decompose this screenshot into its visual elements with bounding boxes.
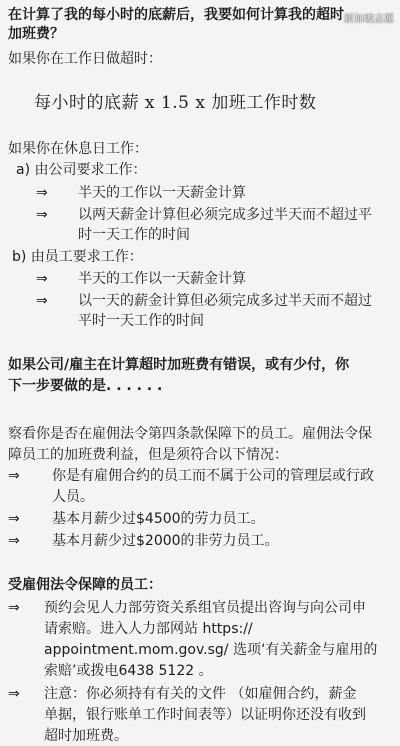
q2-item-2: 基本月薪少过$4500的劳力员工。 [52,511,265,527]
q3-heading: 受雇佣法令保障的员工： [8,577,162,593]
case-b-label: b) 由员工要求工作： [12,249,143,265]
watermark: 新加坡志愿 [344,14,394,25]
q1-heading-line-1: 在计算了我的每小时的底薪后，我要如何计算我的超时 [8,7,344,23]
q3-item-2-line-1: 注意：你必须持有有关的文件 （如雇佣合约，薪金 [44,686,357,702]
restday-intro: 如果你在休息日工作： [8,141,148,157]
q2-item-1-line-2: 人员。 [52,489,94,505]
arrow-icon: ⇒ [36,293,48,309]
case-b-item-1: 半天的工作以一天薪金计算 [78,271,246,287]
q3-item-1-line-2: 请索赔。进入人力部网站 https:// [44,621,253,637]
arrow-icon: ⇒ [8,533,20,549]
q2-paragraph-line-2: 障员工的加班费利益，但是须符合以下情况： [8,447,288,463]
q2-item-3: 基本月薪少过$2000的非劳力员工。 [52,533,279,549]
q3-item-1-line-3: appointment.mom.gov.sg/ 选项‘有关薪金与雇用的 [44,642,378,658]
arrow-icon: ⇒ [36,185,48,201]
arrow-icon: ⇒ [8,686,20,702]
q3-item-1-line-4: 索赔’或拨电6438 5122 。 [44,663,213,679]
arrow-icon: ⇒ [36,207,48,223]
case-a-label: a) 由公司要求工作： [16,162,147,178]
arrow-icon: ⇒ [36,271,48,287]
overtime-formula: 每小时的底薪 x 1.5 x 加班工作时数 [34,93,317,113]
q1-heading-line-2: 加班费？ [8,26,64,42]
q2-heading-line-1: 如果公司/雇主在计算超时加班费有错误，或有少付，你 [8,357,350,373]
q2-paragraph-line-1: 察看你是否在雇佣法令第四条款保障下的员工。雇佣法令保 [8,426,372,442]
weekday-intro: 如果你在工作日做超时： [8,51,162,67]
q3-item-2-line-2: 单据，银行账单工作时间表等）以证明你还没有收到 [44,707,366,723]
case-a-item-2-line-1: 以两天薪金计算但必须完成多过半天而不超过平 [78,207,372,223]
q2-heading-line-2: 下一步要做的是. . . . . . [8,378,163,394]
arrow-icon: ⇒ [8,511,20,527]
arrow-icon: ⇒ [8,600,20,616]
q2-item-1-line-1: 你是有雇佣合约的员工而不属于公司的管理层或行政 [52,468,374,484]
case-a-item-2-line-2: 时一天工作的时间 [78,227,190,243]
case-b-item-2-line-1: 以一天的薪金计算但必须完成多过半天而不超过 [78,293,372,309]
case-b-item-2-line-2: 平时一天工作的时间 [78,313,204,329]
q3-item-2-line-3: 超时加班费。 [44,728,128,744]
arrow-icon: ⇒ [8,468,20,484]
q3-item-1-line-1: 预约会见人力部劳资关系组官员提出咨询与向公司申 [44,600,366,616]
case-a-item-1: 半天的工作以一天薪金计算 [78,185,246,201]
